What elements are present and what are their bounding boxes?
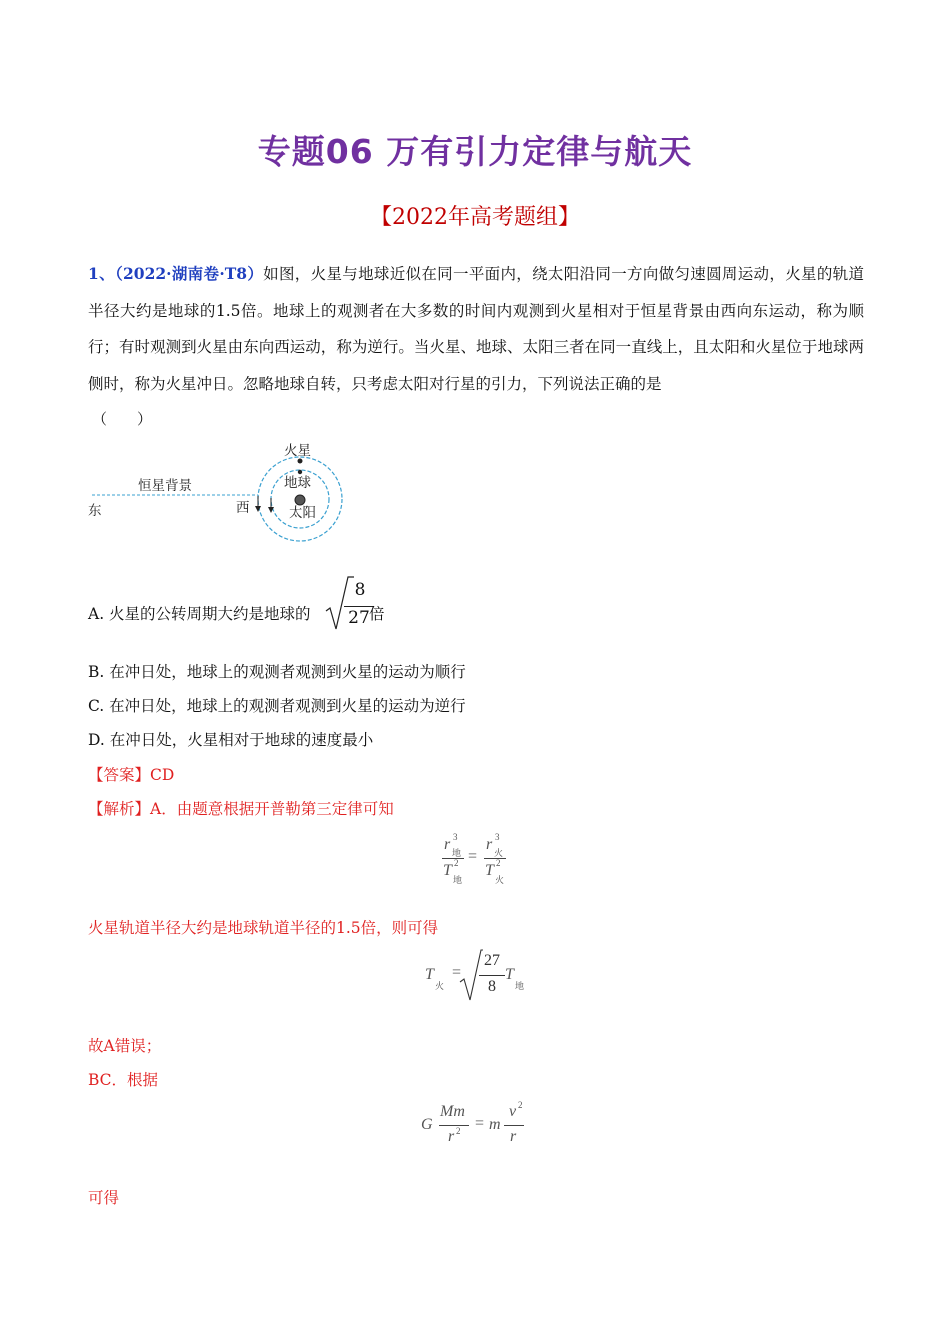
analysis-label: 【解析】: [88, 800, 151, 818]
page-title: 专题06 万有引力定律与航天: [257, 132, 693, 171]
option-b: B. 在冲日处，地球上的观测者观测到火星的运动为顺行: [88, 663, 466, 681]
answer-label: 【答案】: [88, 766, 151, 784]
period-formula: T 火 = 27 8 T 地: [425, 948, 535, 1006]
question-text: 如图，火星与地球近似在同一平面内，绕太阳沿同一方向做匀速圆周运动，火星的轨道半径大约是地球的1.5倍。地球上的观测者在大多数的时间内观测到火星相对于恒星背景由西向东运动，称为顺行；有时观测到火星由东向西运动，称为逆行。当火星、地球、太阳三者在同一直线上，且太阳和火星位于地球两侧时，称为火星冲日。忽略地球自转，只考虑太阳对行星的引力，下列说法正确的是: [88, 265, 864, 393]
answer-value: CD: [150, 766, 175, 784]
star-background-label: 恒星背景: [138, 478, 192, 494]
earth-dot: [298, 470, 302, 474]
analysis-text-1: A．由题意根据开普勒第三定律可知: [150, 800, 394, 818]
option-a-prefix: A. 火星的公转周期大约是地球的: [88, 605, 311, 623]
analysis-line-2: 火星轨道半径大约是地球轨道半径的1.5倍，则可得: [88, 919, 439, 937]
option-a-denominator: 27: [348, 608, 370, 628]
analysis-line-1: [88, 797, 394, 819]
sun-dot: [295, 495, 305, 505]
option-d: D. 在冲日处，火星相对于地球的速度最小: [88, 731, 374, 749]
west-label: 西: [236, 500, 250, 516]
answer-line: [88, 763, 174, 785]
mars-arrow-head: [255, 506, 261, 512]
kepler-formula: r 3 地 T 2 地 = r 3 火 T 2 火: [443, 832, 505, 885]
option-a-suffix: 倍: [369, 605, 385, 623]
analysis-line-3: 故A错误；: [88, 1037, 162, 1055]
east-label: 东: [88, 503, 102, 519]
analysis-line-5: 可得: [88, 1189, 120, 1207]
sun-label: 太阳: [289, 505, 316, 521]
option-a-numerator: 8: [354, 580, 366, 600]
answer-parentheses: （ ）: [92, 410, 153, 428]
mars-label: 火星: [284, 443, 311, 459]
question-1: [88, 256, 864, 402]
question-number: 1、: [88, 264, 115, 283]
question-source: （2022·湖南卷·T8）: [114, 264, 264, 283]
earth-label: 地球: [284, 475, 311, 491]
option-c: C. 在冲日处，地球上的观测者观测到火星的运动为逆行: [88, 697, 466, 715]
section-subtitle: 【2022年高考题组】: [370, 205, 580, 230]
analysis-line-4: BC．根据: [88, 1071, 159, 1089]
mars-dot: [298, 459, 303, 464]
gravity-formula: G Mm r 2 = m v 2 r: [421, 1100, 523, 1145]
orbit-figure: [86, 436, 356, 548]
